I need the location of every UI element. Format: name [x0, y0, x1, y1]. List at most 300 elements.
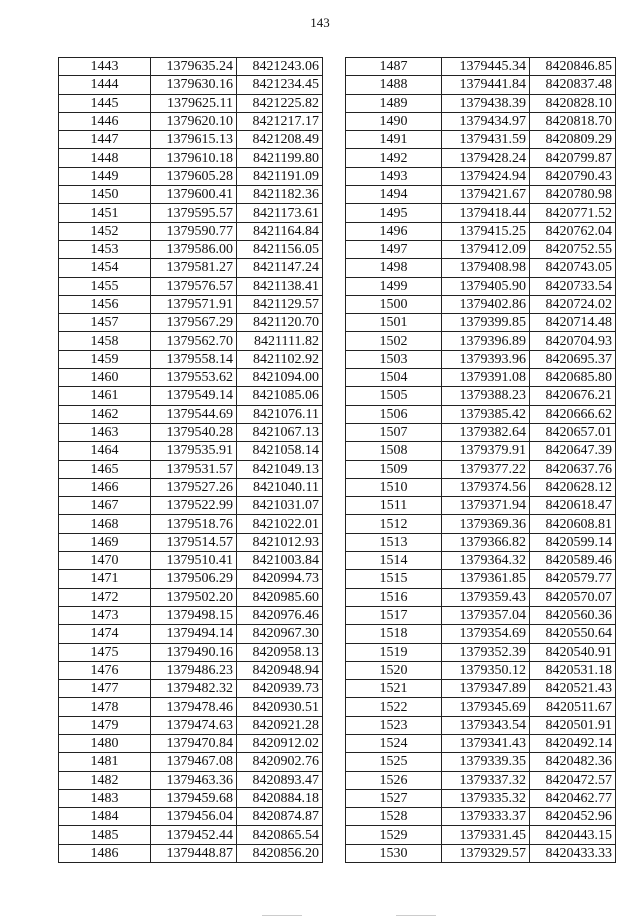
point-number-cell: 1465: [59, 460, 151, 478]
y-coordinate-cell: 8421234.45: [237, 76, 323, 94]
point-number-cell: 1530: [346, 844, 442, 862]
y-coordinate-cell: 8420462.77: [530, 789, 616, 807]
x-coordinate-cell: 1379590.77: [151, 222, 237, 240]
x-coordinate-cell: 1379405.90: [442, 277, 530, 295]
page-number: 143: [310, 15, 330, 30]
y-coordinate-cell: 8420893.47: [237, 771, 323, 789]
x-coordinate-cell: 1379388.23: [442, 387, 530, 405]
x-coordinate-cell: 1379445.34: [442, 58, 530, 76]
x-coordinate-cell: 1379412.09: [442, 240, 530, 258]
y-coordinate-cell: 8420433.33: [530, 844, 616, 862]
x-coordinate-cell: 1379354.69: [442, 625, 530, 643]
table-row: [346, 515, 616, 533]
point-number-cell: 1520: [346, 661, 442, 679]
y-coordinate-cell: 8420930.51: [237, 698, 323, 716]
x-coordinate-cell: 1379571.91: [151, 295, 237, 313]
y-coordinate-cell: 8420799.87: [530, 149, 616, 167]
footer-divider-right: [396, 915, 436, 916]
table-row: [346, 734, 616, 752]
x-coordinate-cell: 1379494.14: [151, 625, 237, 643]
y-coordinate-cell: 8420608.81: [530, 515, 616, 533]
y-coordinate-cell: 8421067.13: [237, 423, 323, 441]
y-coordinate-cell: 8420589.46: [530, 552, 616, 570]
point-number-cell: 1470: [59, 552, 151, 570]
y-coordinate-cell: 8420618.47: [530, 497, 616, 515]
table-row: [59, 460, 323, 478]
x-coordinate-cell: 1379438.39: [442, 94, 530, 112]
y-coordinate-cell: 8421173.61: [237, 204, 323, 222]
x-coordinate-cell: 1379502.20: [151, 588, 237, 606]
y-coordinate-cell: 8421191.09: [237, 167, 323, 185]
y-coordinate-cell: 8420637.76: [530, 460, 616, 478]
table-row: [346, 588, 616, 606]
point-number-cell: 1502: [346, 332, 442, 350]
y-coordinate-cell: 8421156.05: [237, 240, 323, 258]
x-coordinate-cell: 1379335.32: [442, 789, 530, 807]
x-coordinate-cell: 1379396.89: [442, 332, 530, 350]
x-coordinate-cell: 1379329.57: [442, 844, 530, 862]
point-number-cell: 1443: [59, 58, 151, 76]
y-coordinate-cell: 8420666.62: [530, 405, 616, 423]
point-number-cell: 1519: [346, 643, 442, 661]
table-row: [59, 808, 323, 826]
y-coordinate-cell: 8420939.73: [237, 680, 323, 698]
table-row: [346, 149, 616, 167]
x-coordinate-cell: 1379347.89: [442, 680, 530, 698]
table-row: [346, 698, 616, 716]
y-coordinate-cell: 8421102.92: [237, 350, 323, 368]
table-row: [59, 112, 323, 130]
x-coordinate-cell: 1379374.56: [442, 478, 530, 496]
table-row: [346, 295, 616, 313]
point-number-cell: 1521: [346, 680, 442, 698]
table-row: [59, 405, 323, 423]
y-coordinate-cell: 8421182.36: [237, 186, 323, 204]
y-coordinate-cell: 8420967.30: [237, 625, 323, 643]
table-row: [59, 789, 323, 807]
table-row: [59, 698, 323, 716]
point-number-cell: 1528: [346, 808, 442, 826]
table-row: [346, 497, 616, 515]
point-number-cell: 1507: [346, 423, 442, 441]
table-row: [59, 515, 323, 533]
x-coordinate-cell: 1379586.00: [151, 240, 237, 258]
x-coordinate-cell: 1379391.08: [442, 369, 530, 387]
point-number-cell: 1449: [59, 167, 151, 185]
table-row: [59, 680, 323, 698]
point-number-cell: 1527: [346, 789, 442, 807]
x-coordinate-cell: 1379441.84: [442, 76, 530, 94]
point-number-cell: 1523: [346, 716, 442, 734]
point-number-cell: 1524: [346, 734, 442, 752]
y-coordinate-cell: 8420531.18: [530, 661, 616, 679]
x-coordinate-cell: 1379369.36: [442, 515, 530, 533]
table-row: [59, 369, 323, 387]
y-coordinate-cell: 8420472.57: [530, 771, 616, 789]
y-coordinate-cell: 8420818.70: [530, 112, 616, 130]
table-row: [59, 643, 323, 661]
y-coordinate-cell: 8420550.64: [530, 625, 616, 643]
table-row: [59, 753, 323, 771]
y-coordinate-cell: 8420452.96: [530, 808, 616, 826]
table-row: [59, 771, 323, 789]
point-number-cell: 1495: [346, 204, 442, 222]
table-row: [59, 149, 323, 167]
x-coordinate-cell: 1379366.82: [442, 533, 530, 551]
y-coordinate-cell: 8421243.06: [237, 58, 323, 76]
table-row: [59, 552, 323, 570]
point-number-cell: 1487: [346, 58, 442, 76]
y-coordinate-cell: 8421040.11: [237, 478, 323, 496]
x-coordinate-cell: 1379470.84: [151, 734, 237, 752]
table-row: [346, 533, 616, 551]
point-number-cell: 1529: [346, 826, 442, 844]
x-coordinate-cell: 1379567.29: [151, 314, 237, 332]
y-coordinate-cell: 8420560.36: [530, 606, 616, 624]
table-row: [346, 661, 616, 679]
x-coordinate-cell: 1379434.97: [442, 112, 530, 130]
y-coordinate-cell: 8420501.91: [530, 716, 616, 734]
point-number-cell: 1486: [59, 844, 151, 862]
y-coordinate-cell: 8421164.84: [237, 222, 323, 240]
y-coordinate-cell: 8420599.14: [530, 533, 616, 551]
point-number-cell: 1506: [346, 405, 442, 423]
y-coordinate-cell: 8420695.37: [530, 350, 616, 368]
x-coordinate-cell: 1379605.28: [151, 167, 237, 185]
y-coordinate-cell: 8420921.28: [237, 716, 323, 734]
point-number-cell: 1450: [59, 186, 151, 204]
y-coordinate-cell: 8420511.67: [530, 698, 616, 716]
table-row: [346, 478, 616, 496]
point-number-cell: 1453: [59, 240, 151, 258]
y-coordinate-cell: 8421058.14: [237, 442, 323, 460]
table-row: [346, 112, 616, 130]
y-coordinate-cell: 8421085.06: [237, 387, 323, 405]
x-coordinate-cell: 1379518.76: [151, 515, 237, 533]
table-row: [59, 826, 323, 844]
x-coordinate-cell: 1379402.86: [442, 295, 530, 313]
table-row: [346, 643, 616, 661]
x-coordinate-cell: 1379620.10: [151, 112, 237, 130]
point-number-cell: 1452: [59, 222, 151, 240]
table-row: [59, 222, 323, 240]
point-number-cell: 1481: [59, 753, 151, 771]
x-coordinate-cell: 1379514.57: [151, 533, 237, 551]
point-number-cell: 1496: [346, 222, 442, 240]
table-row: [346, 552, 616, 570]
table-row: [59, 259, 323, 277]
x-coordinate-cell: 1379377.22: [442, 460, 530, 478]
table-row: [59, 314, 323, 332]
y-coordinate-cell: 8420865.54: [237, 826, 323, 844]
point-number-cell: 1478: [59, 698, 151, 716]
coordinate-table-left-body: [59, 58, 323, 863]
x-coordinate-cell: 1379364.32: [442, 552, 530, 570]
x-coordinate-cell: 1379385.42: [442, 405, 530, 423]
point-number-cell: 1462: [59, 405, 151, 423]
coordinate-table-right: [345, 57, 616, 863]
x-coordinate-cell: 1379408.98: [442, 259, 530, 277]
point-number-cell: 1526: [346, 771, 442, 789]
y-coordinate-cell: 8420724.02: [530, 295, 616, 313]
y-coordinate-cell: 8420647.39: [530, 442, 616, 460]
y-coordinate-cell: 8421022.01: [237, 515, 323, 533]
table-row: [346, 844, 616, 862]
y-coordinate-cell: 8420704.93: [530, 332, 616, 350]
y-coordinate-cell: 8420443.15: [530, 826, 616, 844]
point-number-cell: 1490: [346, 112, 442, 130]
point-number-cell: 1493: [346, 167, 442, 185]
x-coordinate-cell: 1379459.68: [151, 789, 237, 807]
x-coordinate-cell: 1379350.12: [442, 661, 530, 679]
point-number-cell: 1472: [59, 588, 151, 606]
point-number-cell: 1447: [59, 131, 151, 149]
point-number-cell: 1445: [59, 94, 151, 112]
point-number-cell: 1469: [59, 533, 151, 551]
x-coordinate-cell: 1379337.32: [442, 771, 530, 789]
y-coordinate-cell: 8420828.10: [530, 94, 616, 112]
table-row: [59, 661, 323, 679]
y-coordinate-cell: 8420902.76: [237, 753, 323, 771]
table-row: [346, 94, 616, 112]
table-row: [346, 277, 616, 295]
y-coordinate-cell: 8420985.60: [237, 588, 323, 606]
point-number-cell: 1484: [59, 808, 151, 826]
y-coordinate-cell: 8420521.43: [530, 680, 616, 698]
y-coordinate-cell: 8421217.17: [237, 112, 323, 130]
x-coordinate-cell: 1379431.59: [442, 131, 530, 149]
point-number-cell: 1467: [59, 497, 151, 515]
x-coordinate-cell: 1379331.45: [442, 826, 530, 844]
x-coordinate-cell: 1379558.14: [151, 350, 237, 368]
y-coordinate-cell: 8421199.80: [237, 149, 323, 167]
table-row: [59, 387, 323, 405]
point-number-cell: 1448: [59, 149, 151, 167]
y-coordinate-cell: 8420856.20: [237, 844, 323, 862]
y-coordinate-cell: 8420846.85: [530, 58, 616, 76]
x-coordinate-cell: 1379486.23: [151, 661, 237, 679]
point-number-cell: 1525: [346, 753, 442, 771]
point-number-cell: 1482: [59, 771, 151, 789]
point-number-cell: 1477: [59, 680, 151, 698]
table-row: [346, 76, 616, 94]
table-row: [346, 259, 616, 277]
table-row: [346, 222, 616, 240]
x-coordinate-cell: 1379452.44: [151, 826, 237, 844]
table-row: [346, 204, 616, 222]
table-row: [59, 442, 323, 460]
x-coordinate-cell: 1379418.44: [442, 204, 530, 222]
point-number-cell: 1468: [59, 515, 151, 533]
y-coordinate-cell: 8420874.87: [237, 808, 323, 826]
x-coordinate-cell: 1379456.04: [151, 808, 237, 826]
x-coordinate-cell: 1379482.32: [151, 680, 237, 698]
table-row: [346, 240, 616, 258]
table-row: [346, 387, 616, 405]
y-coordinate-cell: 8420492.14: [530, 734, 616, 752]
table-row: [346, 680, 616, 698]
table-row: [346, 753, 616, 771]
y-coordinate-cell: 8420628.12: [530, 478, 616, 496]
x-coordinate-cell: 1379625.11: [151, 94, 237, 112]
table-row: [59, 588, 323, 606]
table-row: [59, 295, 323, 313]
point-number-cell: 1463: [59, 423, 151, 441]
table-row: [346, 808, 616, 826]
table-row: [346, 826, 616, 844]
point-number-cell: 1516: [346, 588, 442, 606]
x-coordinate-cell: 1379531.57: [151, 460, 237, 478]
point-number-cell: 1518: [346, 625, 442, 643]
point-number-cell: 1510: [346, 478, 442, 496]
point-number-cell: 1491: [346, 131, 442, 149]
x-coordinate-cell: 1379424.94: [442, 167, 530, 185]
y-coordinate-cell: 8421208.49: [237, 131, 323, 149]
y-coordinate-cell: 8420790.43: [530, 167, 616, 185]
y-coordinate-cell: 8420570.07: [530, 588, 616, 606]
point-number-cell: 1494: [346, 186, 442, 204]
y-coordinate-cell: 8420540.91: [530, 643, 616, 661]
table-row: [346, 332, 616, 350]
footer-divider-left: [262, 915, 302, 916]
point-number-cell: 1509: [346, 460, 442, 478]
x-coordinate-cell: 1379630.16: [151, 76, 237, 94]
x-coordinate-cell: 1379615.13: [151, 131, 237, 149]
x-coordinate-cell: 1379576.57: [151, 277, 237, 295]
y-coordinate-cell: 8420780.98: [530, 186, 616, 204]
table-row: [59, 734, 323, 752]
point-number-cell: 1504: [346, 369, 442, 387]
table-row: [59, 204, 323, 222]
y-coordinate-cell: 8420714.48: [530, 314, 616, 332]
y-coordinate-cell: 8421076.11: [237, 405, 323, 423]
table-row: [59, 131, 323, 149]
y-coordinate-cell: 8421012.93: [237, 533, 323, 551]
table-row: [59, 76, 323, 94]
x-coordinate-cell: 1379359.43: [442, 588, 530, 606]
x-coordinate-cell: 1379393.96: [442, 350, 530, 368]
y-coordinate-cell: 8420771.52: [530, 204, 616, 222]
point-number-cell: 1480: [59, 734, 151, 752]
point-number-cell: 1483: [59, 789, 151, 807]
y-coordinate-cell: 8421003.84: [237, 552, 323, 570]
point-number-cell: 1513: [346, 533, 442, 551]
y-coordinate-cell: 8421129.57: [237, 295, 323, 313]
y-coordinate-cell: 8421111.82: [237, 332, 323, 350]
point-number-cell: 1511: [346, 497, 442, 515]
x-coordinate-cell: 1379600.41: [151, 186, 237, 204]
x-coordinate-cell: 1379549.14: [151, 387, 237, 405]
table-row: [346, 423, 616, 441]
table-row: [346, 314, 616, 332]
point-number-cell: 1514: [346, 552, 442, 570]
y-coordinate-cell: 8420733.54: [530, 277, 616, 295]
point-number-cell: 1464: [59, 442, 151, 460]
point-number-cell: 1458: [59, 332, 151, 350]
point-number-cell: 1451: [59, 204, 151, 222]
table-row: [59, 844, 323, 862]
table-row: [346, 186, 616, 204]
x-coordinate-cell: 1379343.54: [442, 716, 530, 734]
point-number-cell: 1515: [346, 570, 442, 588]
y-coordinate-cell: 8420685.80: [530, 369, 616, 387]
point-number-cell: 1503: [346, 350, 442, 368]
x-coordinate-cell: 1379357.04: [442, 606, 530, 624]
y-coordinate-cell: 8421120.70: [237, 314, 323, 332]
point-number-cell: 1489: [346, 94, 442, 112]
table-row: [59, 277, 323, 295]
y-coordinate-cell: 8421031.07: [237, 497, 323, 515]
x-coordinate-cell: 1379635.24: [151, 58, 237, 76]
table-row: [59, 497, 323, 515]
point-number-cell: 1501: [346, 314, 442, 332]
y-coordinate-cell: 8421138.41: [237, 277, 323, 295]
x-coordinate-cell: 1379371.94: [442, 497, 530, 515]
table-row: [59, 186, 323, 204]
table-row: [346, 570, 616, 588]
table-row: [346, 625, 616, 643]
table-row: [346, 460, 616, 478]
x-coordinate-cell: 1379553.62: [151, 369, 237, 387]
table-row: [59, 332, 323, 350]
table-row: [59, 533, 323, 551]
table-row: [59, 606, 323, 624]
table-row: [346, 167, 616, 185]
point-number-cell: 1461: [59, 387, 151, 405]
coordinate-table-left: [58, 57, 323, 863]
point-number-cell: 1522: [346, 698, 442, 716]
point-number-cell: 1473: [59, 606, 151, 624]
x-coordinate-cell: 1379610.18: [151, 149, 237, 167]
table-row: [346, 131, 616, 149]
y-coordinate-cell: 8420976.46: [237, 606, 323, 624]
point-number-cell: 1500: [346, 295, 442, 313]
table-row: [59, 58, 323, 76]
y-coordinate-cell: 8420837.48: [530, 76, 616, 94]
table-row: [59, 94, 323, 112]
point-number-cell: 1460: [59, 369, 151, 387]
coordinate-table-right-body: [346, 58, 616, 863]
x-coordinate-cell: 1379527.26: [151, 478, 237, 496]
x-coordinate-cell: 1379341.43: [442, 734, 530, 752]
x-coordinate-cell: 1379581.27: [151, 259, 237, 277]
point-number-cell: 1499: [346, 277, 442, 295]
y-coordinate-cell: 8420948.94: [237, 661, 323, 679]
table-row: [346, 716, 616, 734]
y-coordinate-cell: 8420743.05: [530, 259, 616, 277]
x-coordinate-cell: 1379379.91: [442, 442, 530, 460]
point-number-cell: 1479: [59, 716, 151, 734]
point-number-cell: 1492: [346, 149, 442, 167]
y-coordinate-cell: 8420762.04: [530, 222, 616, 240]
table-row: [59, 570, 323, 588]
point-number-cell: 1517: [346, 606, 442, 624]
point-number-cell: 1466: [59, 478, 151, 496]
point-number-cell: 1474: [59, 625, 151, 643]
y-coordinate-cell: 8420912.02: [237, 734, 323, 752]
x-coordinate-cell: 1379535.91: [151, 442, 237, 460]
point-number-cell: 1456: [59, 295, 151, 313]
table-row: [346, 771, 616, 789]
x-coordinate-cell: 1379463.36: [151, 771, 237, 789]
x-coordinate-cell: 1379562.70: [151, 332, 237, 350]
x-coordinate-cell: 1379478.46: [151, 698, 237, 716]
x-coordinate-cell: 1379540.28: [151, 423, 237, 441]
table-row: [346, 58, 616, 76]
point-number-cell: 1476: [59, 661, 151, 679]
x-coordinate-cell: 1379421.67: [442, 186, 530, 204]
table-row: [346, 606, 616, 624]
